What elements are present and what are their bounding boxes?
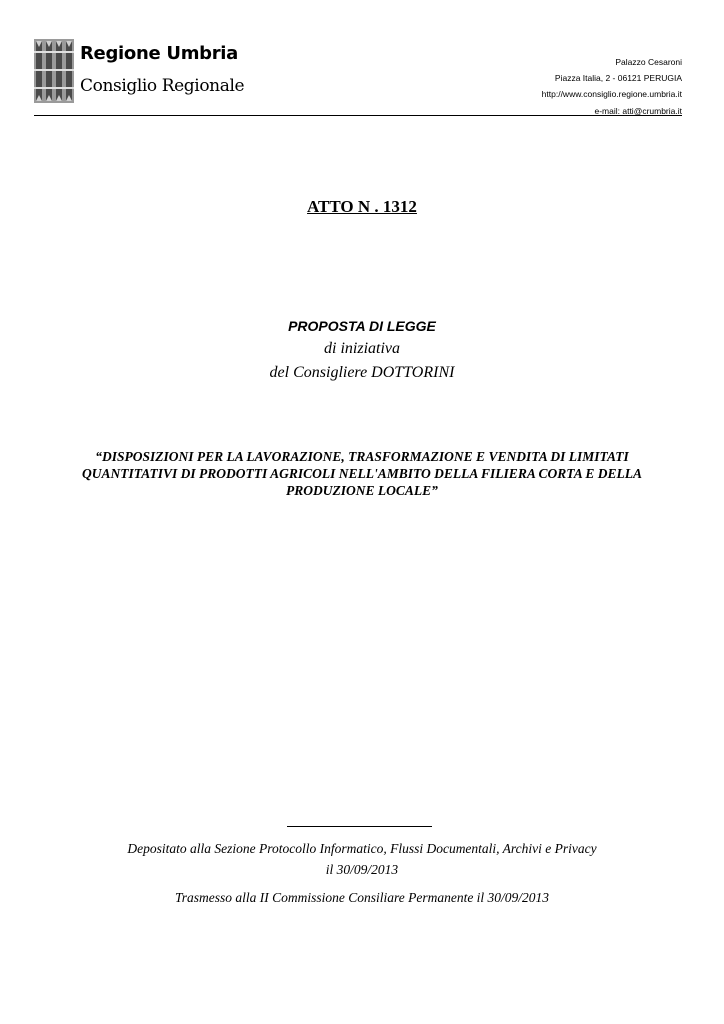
address-street: Piazza Italia, 2 - 06121 PERUGIA (554, 73, 682, 84)
letterhead (34, 38, 682, 116)
law-title-line: “DISPOSIZIONI PER LA LAVORAZIONE, TRASFORMAZIONE E VENDITA DI LIMITATI (95, 449, 629, 464)
brand-subtitle: Consiglio Regionale (80, 76, 245, 96)
law-title (40, 448, 684, 499)
regione-umbria-logo-icon (34, 39, 74, 103)
address-building: Palazzo Cesaroni (615, 57, 682, 67)
proposer: del Consigliere DOTTORINI (269, 364, 455, 381)
deposit-date: il 30/09/2013 (325, 862, 399, 877)
address-email[interactable]: e-mail: atti@crumbria.it (594, 105, 682, 116)
address-website[interactable]: http://www.consiglio.regione.umbria.it (541, 89, 682, 100)
deposit-office: Depositato alla Sezione Protocollo Informatico, Flussi Documentali, Archivi e Privacy (127, 841, 597, 856)
document-number: ATTO N . 1312 (307, 197, 417, 216)
header-divider (34, 115, 682, 116)
brand-title: Regione Umbria (80, 43, 239, 64)
law-title-line: PRODUZIONE LOCALE” (286, 483, 438, 498)
document-type: PROPOSTA DI LEGGE (288, 318, 436, 334)
address-block (542, 54, 682, 119)
footer-divider (287, 826, 432, 827)
deposit-note (0, 838, 724, 880)
transmission-note: Trasmesso alla II Commissione Consiliare Permanente il 30/09/2013 (174, 890, 550, 905)
initiative-label: di iniziativa (324, 340, 400, 357)
law-title-line: QUANTITATIVI DI PRODOTTI AGRICOLI NELL'AMBITO DELLA FILIERA CORTA E DELLA (82, 466, 642, 481)
